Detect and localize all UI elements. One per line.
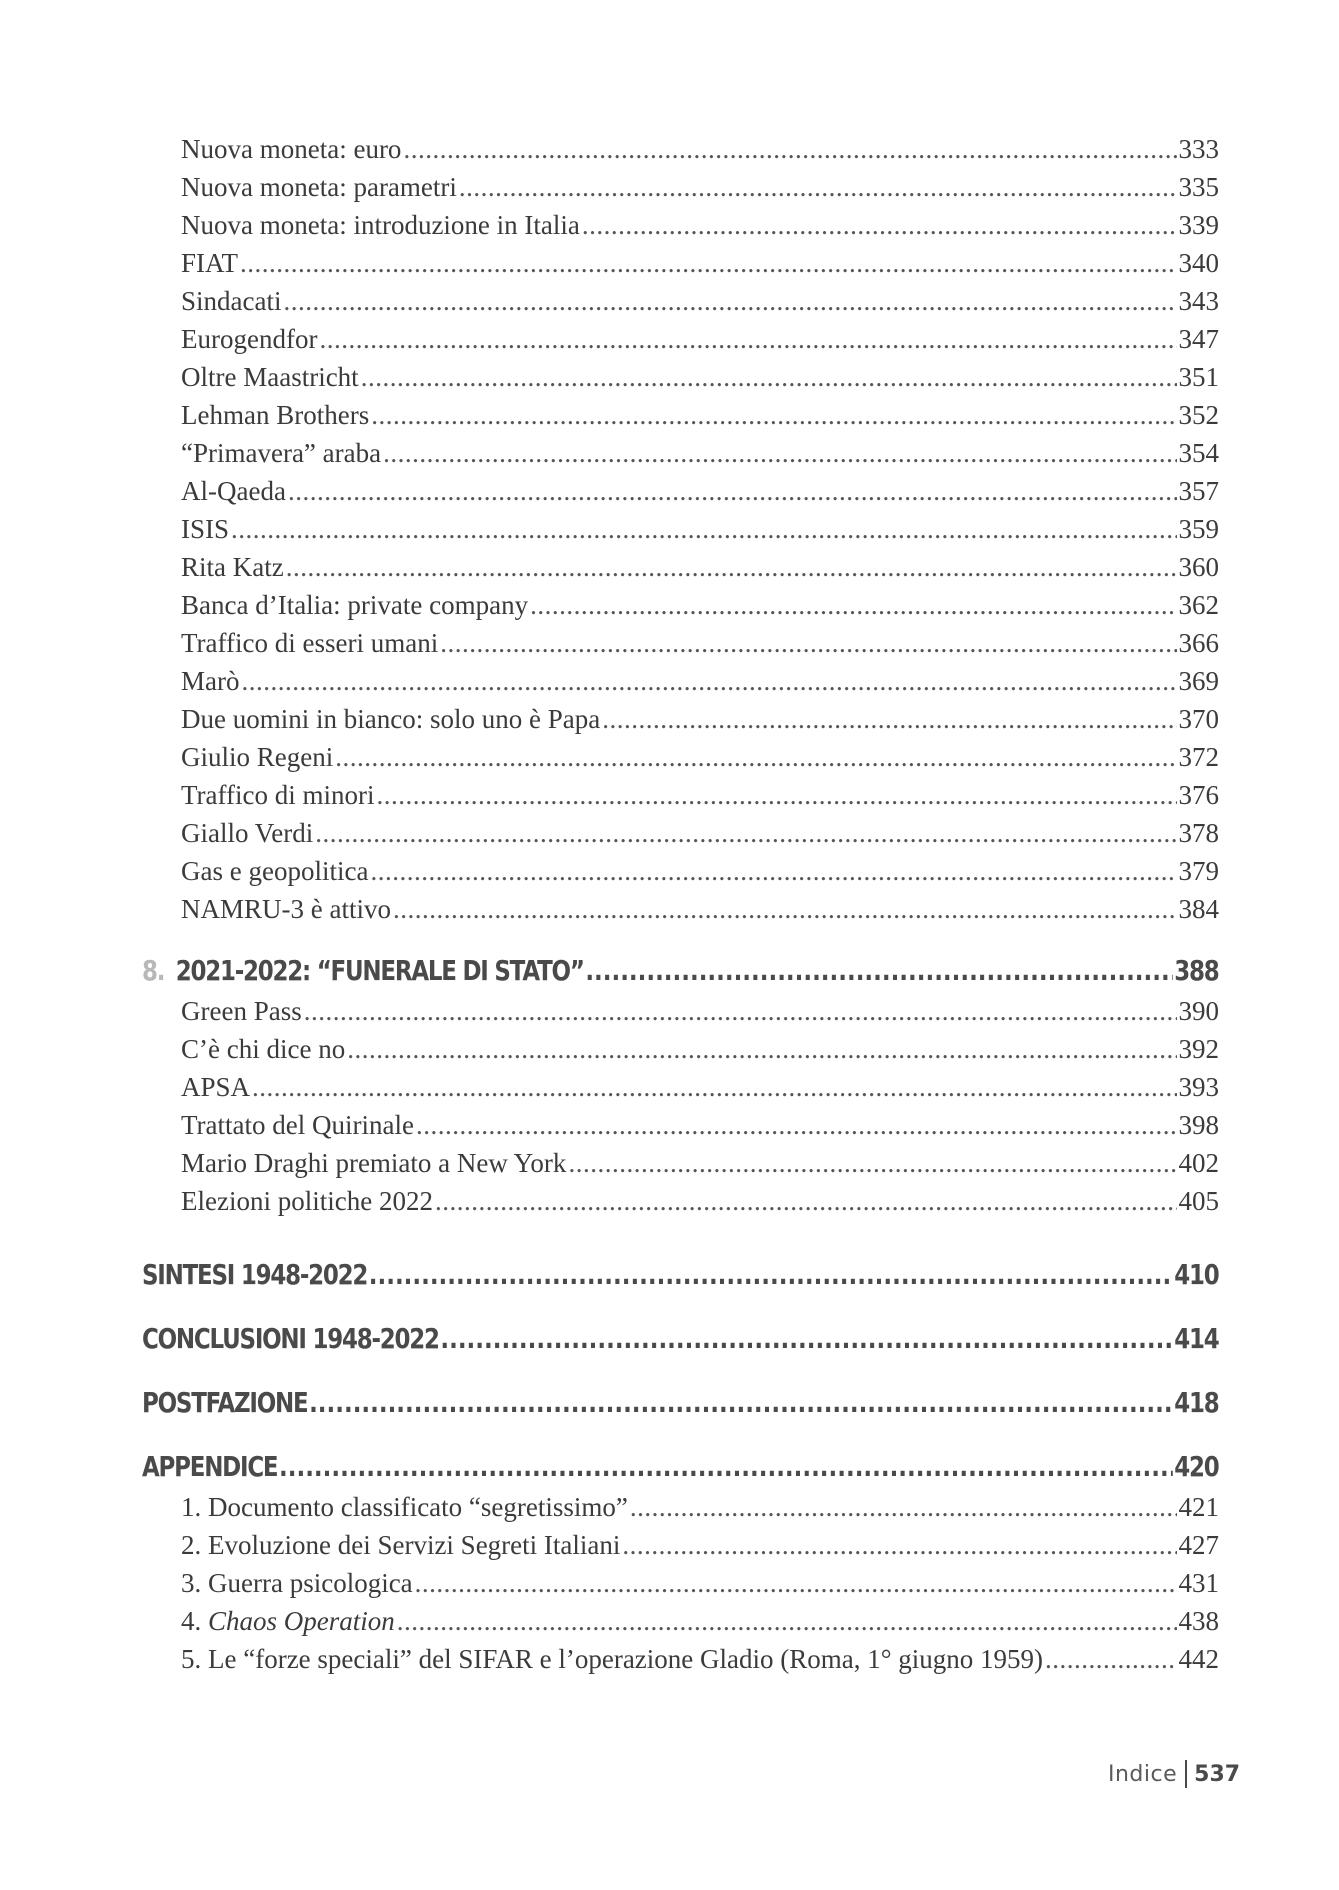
toc-chapter-8[interactable]	[142, 950, 1219, 992]
toc-entry[interactable]	[142, 1564, 1219, 1602]
toc-entry[interactable]	[142, 852, 1219, 890]
toc-entry[interactable]	[142, 244, 1219, 282]
toc-entry[interactable]	[142, 738, 1219, 776]
toc-entry[interactable]	[142, 1068, 1219, 1106]
table-of-contents	[142, 130, 1219, 1678]
dot-leader	[1045, 1640, 1176, 1678]
toc-entry[interactable]	[142, 130, 1219, 168]
toc-entry[interactable]	[142, 320, 1219, 358]
dot-leader	[459, 168, 1177, 206]
dot-leader	[283, 282, 1176, 320]
toc-entry-label: Due uomini in bianco: solo uno è Papa	[181, 704, 601, 734]
dot-leader	[369, 1254, 1173, 1296]
toc-entry[interactable]	[142, 1182, 1219, 1220]
toc-entry-page: 372	[1178, 742, 1219, 772]
toc-entry-label: Oltre Maastricht	[181, 362, 359, 392]
toc-section-conclusioni[interactable]	[142, 1318, 1219, 1360]
toc-entry-page: 366	[1178, 628, 1219, 658]
toc-entry[interactable]	[142, 206, 1219, 244]
toc-section-sintesi[interactable]	[142, 1254, 1219, 1296]
section-page: 414	[1174, 1322, 1219, 1355]
toc-entry-label: 5. Le “forze speciali” del SIFAR e l’operazione Gladio (Roma, 1° giugno 1959)	[181, 1644, 1044, 1674]
toc-entry[interactable]	[142, 434, 1219, 472]
dot-leader	[602, 700, 1176, 738]
toc-entry-label	[181, 1602, 395, 1640]
toc-entry-label: Nuova moneta: euro	[181, 134, 402, 164]
toc-entry-label: Traffico di esseri umani	[181, 628, 439, 658]
toc-entry-label: Giulio Regeni	[181, 742, 334, 772]
toc-entry-label: Lehman Brothers	[181, 400, 370, 430]
toc-entry-label: Marò	[181, 666, 240, 696]
toc-entry-label: NAMRU-3 è attivo	[181, 894, 391, 924]
chapter-page: 388	[1174, 954, 1219, 987]
toc-entry-page: 339	[1178, 210, 1219, 240]
section-title: APPENDICE	[142, 1450, 278, 1483]
toc-entry-label: Giallo Verdi	[181, 818, 314, 848]
dot-leader	[582, 206, 1177, 244]
section-page: 420	[1174, 1450, 1219, 1483]
dot-leader	[530, 586, 1176, 624]
dot-leader	[286, 548, 1177, 586]
dot-leader	[377, 776, 1177, 814]
toc-entry-page: 352	[1178, 400, 1219, 430]
toc-entry-label: Sindacati	[181, 286, 282, 316]
toc-entry-page: 370	[1178, 704, 1219, 734]
toc-entry[interactable]	[142, 1640, 1219, 1678]
dot-leader	[315, 814, 1176, 852]
toc-entry-label: Banca d’Italia: private company	[181, 590, 529, 620]
toc-entry-page: 359	[1178, 514, 1219, 544]
toc-entry[interactable]	[142, 1602, 1219, 1640]
toc-entry[interactable]	[142, 472, 1219, 510]
toc-entry-page: 398	[1178, 1110, 1219, 1140]
toc-entry-label: Mario Draghi premiato a New York	[181, 1148, 567, 1178]
dot-leader	[241, 662, 1176, 700]
toc-entry-page: 378	[1178, 818, 1219, 848]
dot-leader	[347, 1030, 1176, 1068]
toc-entry[interactable]	[142, 358, 1219, 396]
toc-entry-label: “Primavera” araba	[181, 438, 382, 468]
dot-leader	[370, 852, 1176, 890]
section-title: POSTFAZIONE	[142, 1386, 308, 1419]
toc-section-postfazione[interactable]	[142, 1382, 1219, 1424]
toc-entry-page: 431	[1178, 1568, 1219, 1598]
toc-entry-page: 333	[1178, 134, 1219, 164]
toc-entry[interactable]	[142, 700, 1219, 738]
toc-entry[interactable]	[142, 662, 1219, 700]
toc-entry-page: 438	[1178, 1606, 1219, 1636]
toc-entry-label: Al-Qaeda	[181, 476, 286, 506]
toc-entry-page: 362	[1178, 590, 1219, 620]
page-footer	[1108, 1760, 1240, 1788]
toc-entry-label: Traffico di minori	[181, 780, 375, 810]
dot-leader	[361, 358, 1177, 396]
dot-leader	[288, 472, 1177, 510]
chapter-number: 8.	[142, 954, 165, 987]
toc-entry-label: Elezioni politiche 2022	[181, 1186, 433, 1216]
chapter-title: 2021-2022: “FUNERALE DI STATO”	[175, 954, 584, 987]
toc-entry-label: Nuova moneta: introduzione in Italia	[181, 210, 580, 240]
toc-entry-page: 351	[1178, 362, 1219, 392]
toc-entry-label: Green Pass	[181, 996, 302, 1026]
footer-page-number: 537	[1194, 1761, 1241, 1787]
dot-leader	[435, 1182, 1177, 1220]
dot-leader	[585, 950, 1172, 992]
toc-entry-label: Gas e geopolitica	[181, 856, 369, 886]
dot-leader	[279, 1446, 1173, 1488]
dot-leader	[630, 1488, 1177, 1526]
section-title: CONCLUSIONI 1948-2022	[142, 1322, 439, 1355]
dot-leader	[335, 738, 1176, 776]
toc-entry-label: 2. Evoluzione dei Servizi Segreti Italiani	[181, 1530, 621, 1560]
dot-leader	[240, 244, 1176, 282]
dot-leader	[622, 1526, 1176, 1564]
toc-entry-page: 340	[1178, 248, 1219, 278]
toc-entry-page: 347	[1178, 324, 1219, 354]
footer-divider	[1185, 1760, 1187, 1788]
toc-entry[interactable]	[142, 992, 1219, 1030]
dot-leader	[304, 992, 1177, 1030]
toc-entry-page: 442	[1178, 1644, 1219, 1674]
toc-entry[interactable]	[142, 396, 1219, 434]
toc-entry[interactable]	[142, 776, 1219, 814]
dot-leader	[231, 510, 1176, 548]
toc-entry[interactable]	[142, 890, 1219, 928]
toc-entry-label: APSA	[181, 1072, 251, 1102]
toc-entry-page: 335	[1178, 172, 1219, 202]
toc-entry-label: Rita Katz	[181, 552, 284, 582]
section-title: SINTESI 1948-2022	[142, 1258, 368, 1291]
toc-entry-label: 3. Guerra psicologica	[181, 1568, 413, 1598]
toc-entry-page: 354	[1178, 438, 1219, 468]
section-page: 418	[1174, 1386, 1219, 1419]
toc-entry-page: 392	[1178, 1034, 1219, 1064]
appendix-prefix: 4.	[181, 1606, 208, 1636]
toc-entry[interactable]	[142, 1030, 1219, 1068]
toc-entry-page: 427	[1178, 1530, 1219, 1560]
toc-entry-page: 379	[1178, 856, 1219, 886]
dot-leader	[440, 1318, 1172, 1360]
toc-entry-page: 384	[1178, 894, 1219, 924]
toc-entry[interactable]	[142, 1144, 1219, 1182]
appendix-italic-title: Chaos Operation	[208, 1606, 395, 1636]
dot-leader	[403, 130, 1176, 168]
toc-entry-page: 376	[1178, 780, 1219, 810]
toc-entry[interactable]	[142, 814, 1219, 852]
toc-entry-label: 1. Documento classificato “segretissimo”	[181, 1492, 628, 1522]
toc-entry-label: Trattato del Quirinale	[181, 1110, 414, 1140]
toc-entry-label: Nuova moneta: parametri	[181, 172, 457, 202]
dot-leader	[416, 1106, 1177, 1144]
dot-leader	[393, 890, 1177, 928]
dot-leader	[440, 624, 1176, 662]
toc-entry-page: 343	[1178, 286, 1219, 316]
dot-leader	[319, 320, 1176, 358]
toc-entry[interactable]	[142, 282, 1219, 320]
toc-entry[interactable]	[142, 1526, 1219, 1564]
toc-entry[interactable]	[142, 586, 1219, 624]
dot-leader	[568, 1144, 1176, 1182]
dot-leader	[371, 396, 1176, 434]
section-page: 410	[1174, 1258, 1219, 1291]
toc-entry[interactable]	[142, 1488, 1219, 1526]
dot-leader	[415, 1564, 1177, 1602]
toc-entry-page: 402	[1178, 1148, 1219, 1178]
toc-entry[interactable]	[142, 510, 1219, 548]
dot-leader	[397, 1602, 1177, 1640]
footer-section-label: Indice	[1108, 1761, 1178, 1787]
toc-entry-label: Eurogendfor	[181, 324, 318, 354]
toc-entry[interactable]	[142, 624, 1219, 662]
toc-entry-page: 357	[1178, 476, 1219, 506]
dot-leader	[309, 1382, 1173, 1424]
toc-entry-page: 360	[1178, 552, 1219, 582]
toc-entry-page: 393	[1178, 1072, 1219, 1102]
toc-entry-label: ISIS	[181, 514, 230, 544]
toc-entry[interactable]	[142, 548, 1219, 586]
dot-leader	[383, 434, 1176, 472]
toc-entry-page: 421	[1178, 1492, 1219, 1522]
toc-entry-label: C’è chi dice no	[181, 1034, 346, 1064]
toc-entry[interactable]	[142, 1106, 1219, 1144]
toc-section-appendice[interactable]	[142, 1446, 1219, 1488]
toc-entry-page: 390	[1178, 996, 1219, 1026]
toc-entry-page: 405	[1178, 1186, 1219, 1216]
toc-entry[interactable]	[142, 168, 1219, 206]
toc-entry-page: 369	[1178, 666, 1219, 696]
dot-leader	[252, 1068, 1176, 1106]
toc-entry-label: FIAT	[181, 248, 239, 278]
